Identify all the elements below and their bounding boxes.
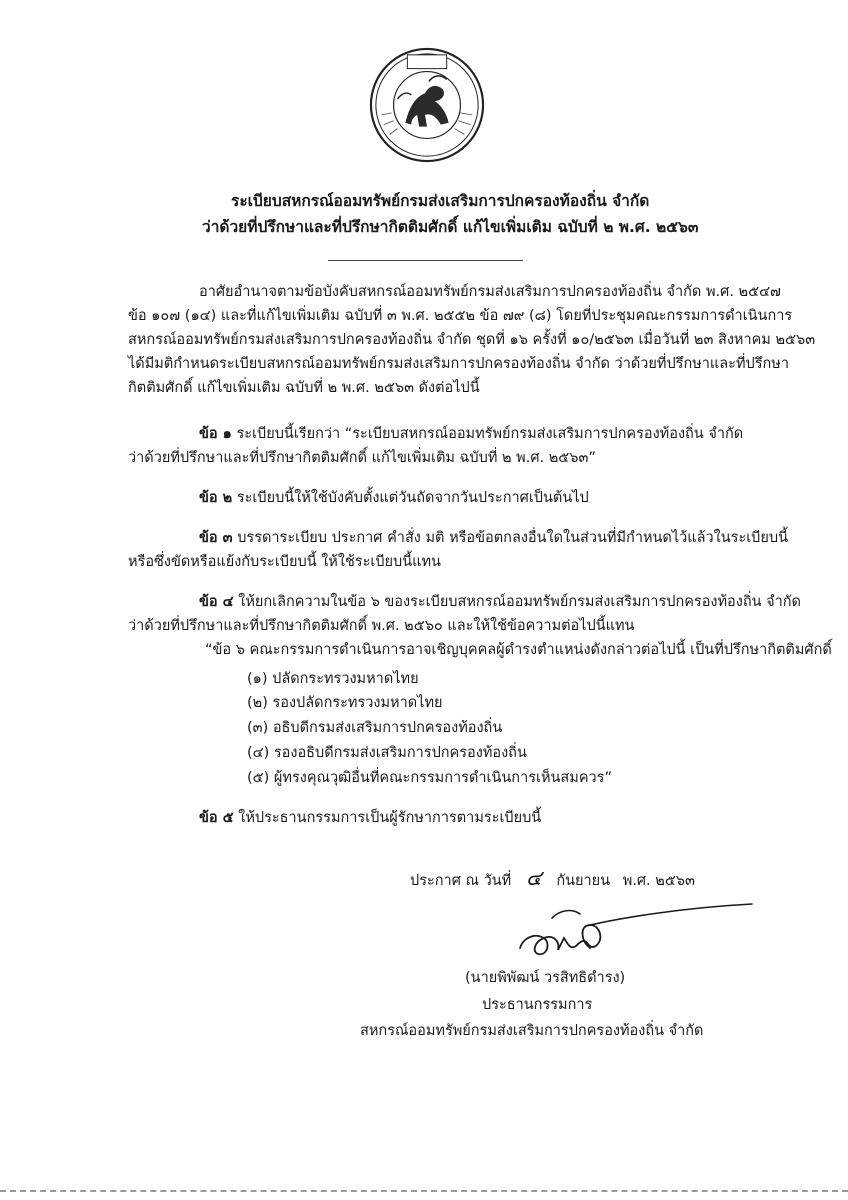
announcement-date <box>410 868 695 891</box>
page-bottom-edge <box>0 1190 848 1192</box>
clause-4-line2: ว่าด้วยที่ปรึกษาและที่ปรึกษากิตติมศักดิ์ พ.ศ. ๒๕๖๐ และให้ใช้ข้อความต่อไปนี้แทน <box>128 618 635 634</box>
clause-3-text: บรรดาระเบียบ ประกาศ คำสั่ง มติ หรือข้อตกลงอื่นใดในส่วนที่มีกำหนดไว้แล้วในระเบียบนี้ <box>232 530 788 546</box>
handwritten-signature <box>490 898 790 970</box>
clause-2 <box>199 488 589 508</box>
clause-4-label: ข้อ ๔ <box>199 594 234 610</box>
signer-position: ประธานกรรมการ <box>482 997 593 1013</box>
advisor-item-1: (๑) ปลัดกระทรวงมหาดไทย <box>247 671 419 687</box>
announce-year: พ.ศ. ๒๕๖๓ <box>622 873 695 889</box>
clause-2-label: ข้อ ๒ <box>199 490 233 506</box>
announce-month: กันยายน <box>556 873 611 889</box>
clause-5-label: ข้อ ๕ <box>199 810 234 826</box>
signer-organization: สหกรณ์ออมทรัพย์กรมส่งเสริมการปกครองท้องถิ่น จำกัด <box>360 1023 704 1039</box>
preamble-line-3: สหกรณ์ออมทรัพย์กรมส่งเสริมการปกครองท้องถิ่น จำกัด ชุดที่ ๑๖ ครั้งที่ ๑๐/๒๕๖๓ เมื่อวันที่ ๒๓ สิงหาคม ๒๕๖๓ <box>128 332 816 348</box>
clause-1-text: ระเบียบนี้เรียกว่า “ระเบียบสหกรณ์ออมทรัพย์กรมส่งเสริมการปกครองท้องถิ่น จำกัด <box>231 426 744 442</box>
preamble-line-4: ได้มีมติกำหนดระเบียบสหกรณ์ออมทรัพย์กรมส่งเสริมการปกครองท้องถิ่น จำกัด ว่าด้วยที่ปรึกษาและที่ปรึกษา <box>128 356 789 372</box>
clause-1-label: ข้อ ๑ <box>199 426 232 442</box>
cooperative-seal-logo <box>368 46 486 164</box>
advisor-item-3: (๓) อธิบดีกรมส่งเสริมการปกครองท้องถิ่น <box>247 720 503 736</box>
signer-name: (นายพิพัฒน์ วรสิทธิดำรง) <box>465 970 626 986</box>
clause-4-text: ให้ยกเลิกความในข้อ ๖ ของระเบียบสหกรณ์ออมทรัพย์กรมส่งเสริมการปกครองท้องถิ่น จำกัด <box>233 594 801 610</box>
preamble-line-5: กิตติมศักดิ์ แก้ไขเพิ่มเติม ฉบับที่ ๒ พ.ศ. ๒๕๖๓ ดังต่อไปนี้ <box>128 380 480 396</box>
clause-3-line2: หรือซึ่งขัดหรือแย้งกับระเบียบนี้ ให้ใช้ระเบียบนี้แทน <box>128 554 441 570</box>
clause-1-line2: ว่าด้วยที่ปรึกษาและที่ปรึกษากิตติมศักดิ์ แก้ไขเพิ่มเติม ฉบับที่ ๒ พ.ศ. ๒๕๖๓” <box>128 450 596 466</box>
clause-3 <box>199 528 788 548</box>
regulation-title-line1: ระเบียบสหกรณ์ออมทรัพย์กรมส่งเสริมการปกครองท้องถิ่น จำกัด <box>231 192 650 210</box>
advisor-item-4: (๔) รองอธิบดีกรมส่งเสริมการปกครองท้องถิ่น <box>247 745 527 761</box>
preamble-line-1: อาศัยอำนาจตามข้อบังคับสหกรณ์ออมทรัพย์กรมส่งเสริมการปกครองท้องถิ่น จำกัด พ.ศ. ๒๕๔๗ <box>199 284 781 300</box>
clause-1 <box>199 424 743 444</box>
clause-4-quote: “ข้อ ๖ คณะกรรมการดำเนินการอาจเชิญบุคคลผู้ดำรงตำแหน่งดังกล่าวต่อไปนี้ เป็นที่ปรึกษากิตติมศักดิ์ <box>205 642 832 658</box>
clause-5 <box>199 808 541 828</box>
announce-day: ๔ <box>525 866 542 890</box>
announce-prefix: ประกาศ ณ วันที่ <box>410 873 512 889</box>
clause-3-label: ข้อ ๓ <box>199 530 233 546</box>
clause-5-text: ให้ประธานกรรมการเป็นผู้รักษาการตามระเบียบนี้ <box>233 810 542 826</box>
clause-4 <box>199 592 801 612</box>
advisor-item-5: (๕) ผู้ทรงคุณวุฒิอื่นที่คณะกรรมการดำเนินการเห็นสมควร” <box>247 770 612 786</box>
preamble-line-2: ข้อ ๑๐๗ (๑๔) และที่แก้ไขเพิ่มเติม ฉบับที่ ๓ พ.ศ. ๒๕๕๒ ข้อ ๗๙ (๘) โดยที่ประชุมคณะกรรมการดำเนินการ <box>128 308 793 324</box>
title-divider <box>328 260 523 261</box>
regulation-title-line2: ว่าด้วยที่ปรึกษาและที่ปรึกษากิตติมศักดิ์ แก้ไขเพิ่มเติม ฉบับที่ ๒ พ.ศ. ๒๕๖๓ <box>202 218 699 236</box>
advisor-item-2: (๒) รองปลัดกระทรวงมหาดไทย <box>247 695 443 711</box>
clause-2-text: ระเบียบนี้ให้ใช้บังคับตั้งแต่วันถัดจากวันประกาศเป็นต้นไป <box>232 490 589 506</box>
